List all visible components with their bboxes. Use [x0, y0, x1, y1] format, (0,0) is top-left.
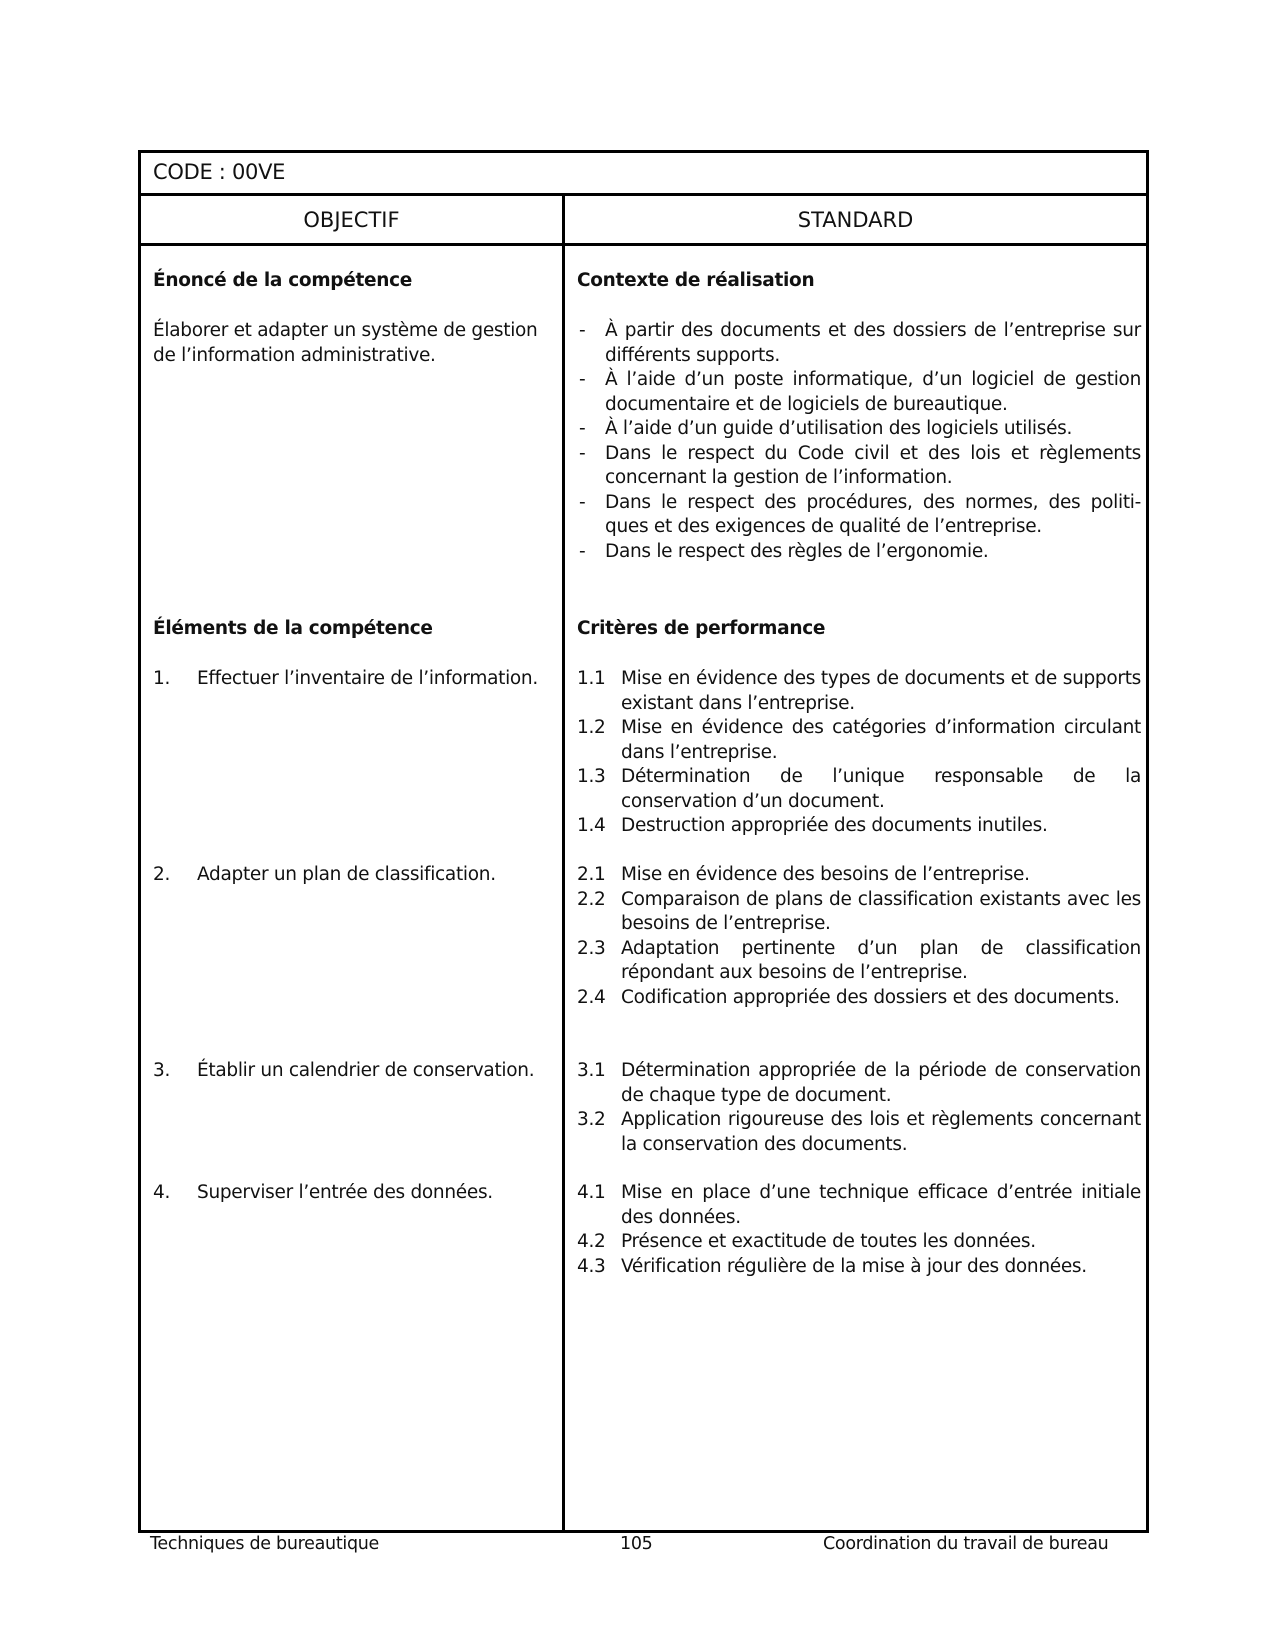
dash-bullet: -: [579, 540, 586, 562]
critere-number: 3.1: [577, 1060, 606, 1081]
criteres-group-2: [577, 863, 1141, 1010]
critere-text: Détermination de l’unique responsable de la conservation d’un document.: [621, 766, 1141, 812]
critere-text: Mise en évidence des catégories d’information circulant dans l’entreprise.: [621, 717, 1141, 763]
dash-bullet: -: [579, 418, 586, 439]
header-row: [141, 196, 1146, 246]
critere-number: 3.2: [577, 1109, 606, 1130]
critere-number: 2.2: [577, 888, 606, 910]
critere-item: [577, 1255, 1141, 1280]
footer-right: Coordination du travail de bureau: [823, 1534, 1109, 1554]
contexte-item: [577, 491, 1141, 540]
elements-heading: Éléments de la compétence: [153, 618, 433, 639]
contexte-text: À l’aide d’un guide d’utilisation des logiciels utilisés.: [605, 418, 1073, 439]
element-text: Superviser l’entrée des données.: [197, 1182, 493, 1203]
critere-item: [577, 814, 1141, 839]
critere-number: 1.3: [577, 766, 606, 787]
footer-page-number: 105: [620, 1534, 653, 1554]
element-text: Établir un calendrier de conservation.: [197, 1060, 535, 1081]
element-text: Adapter un plan de classification.: [197, 864, 496, 885]
column-divider: [562, 196, 565, 1530]
element-item: [153, 667, 549, 692]
enonce-text: Élaborer et adapter un système de gestion de l’information administrative.: [153, 320, 538, 366]
critere-text: Détermination appropriée de la période de conservation de chaque type de document.: [621, 1060, 1141, 1106]
contexte-text: À partir des documents et des dossiers de l’entreprise sur différents supports.: [605, 320, 1141, 366]
critere-number: 4.1: [577, 1182, 606, 1203]
critere-number: 2.4: [577, 986, 606, 1008]
dash-bullet: -: [579, 320, 586, 341]
critere-text: Application rigoureuse des lois et règlements concernant la conservation des documents.: [621, 1109, 1141, 1155]
critere-text: Comparaison de plans de classification existants avec les besoins de l’entreprise.: [621, 888, 1141, 934]
criteres-group-1: [577, 667, 1141, 839]
critere-item: [577, 1059, 1141, 1108]
critere-item: [577, 1230, 1141, 1255]
objectif-column: [153, 246, 549, 1530]
contexte-item: [577, 368, 1141, 417]
critere-number: 1.2: [577, 717, 606, 738]
critere-number: 4.3: [577, 1255, 606, 1277]
contexte-text: Dans le respect du Code civil et des lois et règlements concernant la gestion de l’information.: [605, 442, 1141, 488]
critere-text: Destruction appropriée des documents inutiles.: [621, 815, 1048, 836]
critere-item: [577, 863, 1141, 888]
code-row: [141, 153, 1146, 196]
element-item: [153, 1059, 549, 1084]
critere-item: [577, 667, 1141, 716]
contexte-list: [577, 319, 1141, 564]
critere-item: [577, 1181, 1141, 1230]
contexte-item: [577, 442, 1141, 491]
critere-text: Vérification régulière de la mise à jour des données.: [621, 1255, 1087, 1277]
critere-text: Codification appropriée des dossiers et des documents.: [621, 986, 1120, 1008]
contexte-item: [577, 540, 1141, 565]
header-standard: STANDARD: [797, 207, 914, 232]
criteres-heading: Critères de performance: [577, 618, 826, 639]
critere-text: Présence et exactitude de toutes les données.: [621, 1231, 1036, 1252]
enonce-heading: Énoncé de la compétence: [153, 270, 413, 291]
contexte-item: [577, 319, 1141, 368]
critere-item: [577, 716, 1141, 765]
critere-text: Mise en évidence des besoins de l’entreprise.: [621, 864, 1030, 885]
critere-number: 2.3: [577, 937, 606, 959]
critere-text: Mise en place d’une technique efficace d’entrée initiale des données.: [621, 1182, 1141, 1228]
critere-number: 2.1: [577, 864, 606, 885]
critere-item: [577, 937, 1141, 986]
code-label: CODE : 00VE: [153, 160, 286, 184]
critere-text: Mise en évidence des types de documents et de supports existant dans l’entreprise.: [621, 668, 1141, 714]
critere-text: Adaptation pertinente d’un plan de classification répondant aux besoins de l’entreprise.: [621, 937, 1141, 983]
competency-table: [138, 150, 1149, 1533]
dash-bullet: -: [579, 491, 586, 513]
critere-item: [577, 765, 1141, 814]
contexte-item: [577, 417, 1141, 442]
element-item: [153, 863, 549, 888]
criteres-group-3: [577, 1059, 1141, 1157]
contexte-text: Dans le respect des règles de l’ergonomie.: [605, 540, 989, 562]
critere-item: [577, 888, 1141, 937]
contexte-text: À l’aide d’un poste informatique, d’un logiciel de gestion documentaire et de logiciels de bureautique.: [605, 369, 1141, 415]
dash-bullet: -: [579, 369, 586, 390]
dash-bullet: -: [579, 442, 586, 464]
critere-number: 4.2: [577, 1231, 606, 1252]
standard-column: [577, 246, 1141, 1530]
critere-item: [577, 1108, 1141, 1157]
contexte-text: Dans le respect des procédures, des normes, des politi-ques et des exigences de qualité de l’entreprise.: [605, 491, 1141, 537]
critere-item: [577, 986, 1141, 1011]
element-number: 3.: [153, 1060, 171, 1081]
element-number: 1.: [153, 668, 171, 689]
element-item: [153, 1181, 549, 1206]
header-objectif: OBJECTIF: [303, 207, 400, 232]
footer-left: Techniques de bureautique: [150, 1534, 380, 1554]
element-text: Effectuer l’inventaire de l’information.: [197, 668, 538, 689]
contexte-heading: Contexte de réalisation: [577, 270, 815, 291]
criteres-group-4: [577, 1181, 1141, 1279]
critere-number: 1.4: [577, 815, 606, 836]
element-number: 2.: [153, 864, 171, 885]
critere-number: 1.1: [577, 668, 606, 689]
element-number: 4.: [153, 1182, 171, 1203]
